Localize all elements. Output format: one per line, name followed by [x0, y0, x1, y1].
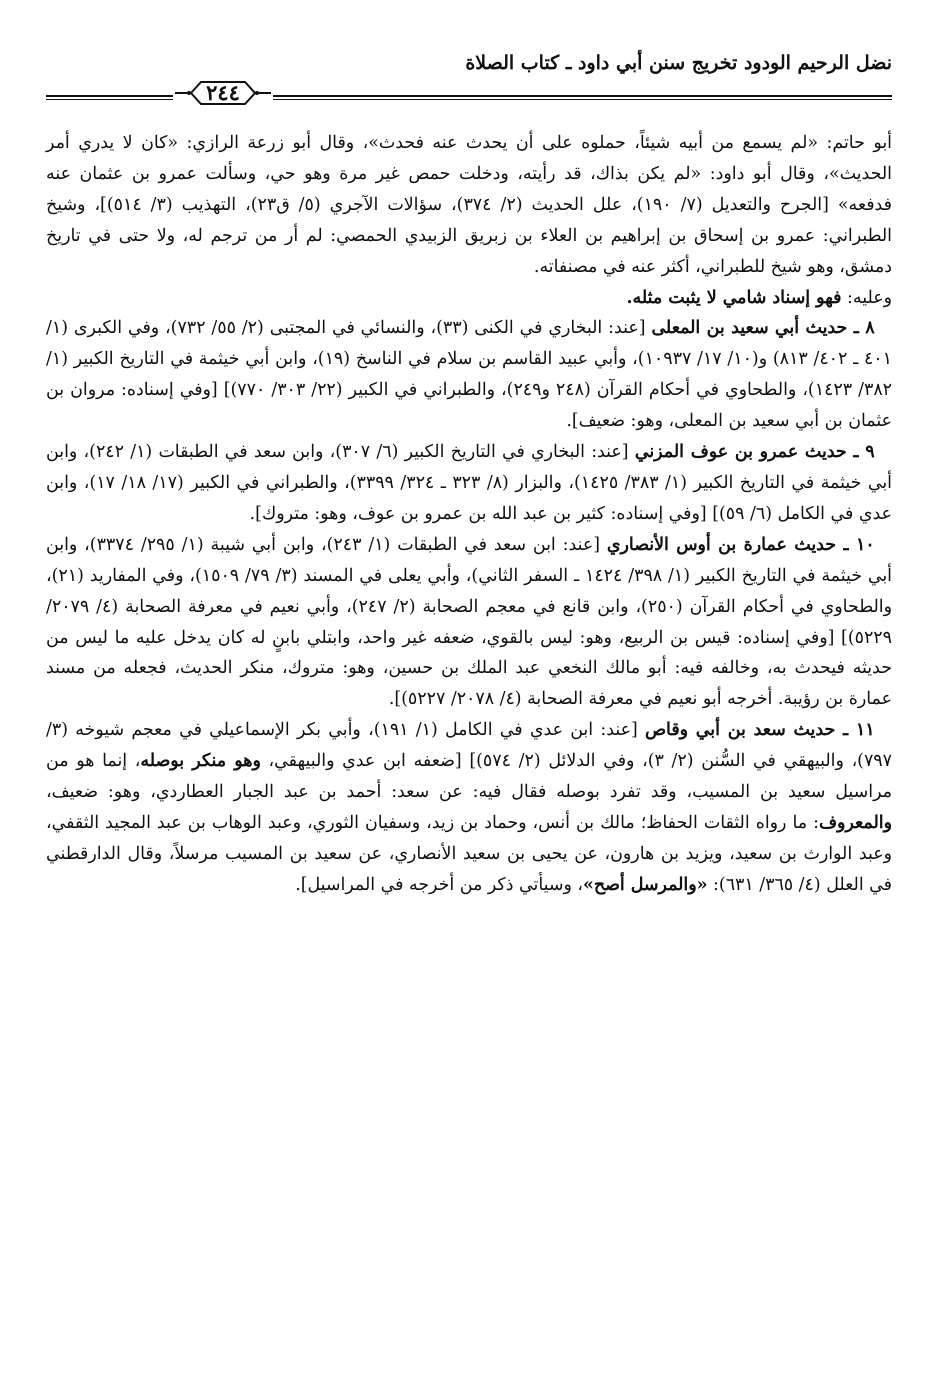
hadith-9-title: ٩ ـ حديث عمرو بن عوف المزني [634, 442, 875, 463]
paragraph-2-lead: وعليه: [841, 287, 892, 308]
hadith-11-text-4: ، وسيأتي ذكر من أخرجه في المراسيل]. [295, 874, 583, 895]
paragraph-hadith-9 [46, 437, 892, 530]
paragraph-1 [46, 128, 892, 283]
page-number: ٢٤٤ [206, 80, 240, 105]
page-number-ornament [173, 76, 273, 110]
hadith-11-text-3: : ما رواه الثقات الحفاظ؛ مالك بن أنس، وحماد بن زيد، وسفيان الثوري، وعبد الوهاب بن عبد المجيد الثقفي، وعبد الوارث بن سعيد، ويزيد بن هارون، عن يحيى بن سعيد الأنصاري، عن سعيد بن المسيب مرسلاً، وقال الدارقطني في العلل (٤/ ٣٦٥/ ٦٣١): [46, 812, 892, 895]
hadith-8-text: [عند: البخاري في الكنى (٣٣)، والنسائي في المجتبى (٢/ ٥٥/ ٧٣٢)، وفي الكبرى (١/ ٤٠١ ـ ٤٠٢/ ٨١٣) و(١٠/ ١٧/ ١٠٩٣٧)، وأبي عبيد القاسم بن سلام في الناسخ (١٩)، وابن أبي خيثمة في التاريخ الكبير (١/ ٣٨٢/ ١٤٢٣)، والطحاوي في أحكام القرآن (٢٤٨ و٢٤٩)، والطبراني في الكبير (٢٢/ ٣٠٣/ ٧٧٠)] [وفي إسناده: مروان بن عثمان بن أبي سعيد بن المعلى، وهو: ضعيف]. [46, 318, 893, 432]
hadith-11-mursal-quote: «والمرسل أصح» [582, 874, 708, 895]
page-header [46, 52, 892, 78]
hadith-11-maruf: والمعروف [819, 812, 892, 833]
hadith-11-text: [عند: ابن عدي في الكامل (١/ ١٩١)، وأبي بكر الإسماعيلي في معجم شيوخه (٣/ ٧٩٧)، والبيهقي في السُّنن (٢/ ٣)، وفي الدلائل (٢/ ٥٧٤)] [ضعفه ابن عدي والبيهقي، [46, 720, 892, 772]
paragraph-hadith-8 [46, 313, 892, 437]
paragraph-hadith-10 [46, 530, 892, 715]
hadith-11-title: ١١ ـ حديث سعد بن أبي وقاص [645, 720, 875, 741]
body-text [46, 128, 892, 901]
hadith-8-title: ٨ ـ حديث أبي سعيد بن المعلى [651, 318, 875, 339]
hadith-9-text: [عند: البخاري في التاريخ الكبير (٦/ ٣٠٧)، وابن سعد في الطبقات (١/ ٢٤٢)، وابن أبي خيثمة في التاريخ الكبير (١/ ٣٨٣/ ١٤٢٥)، والبزار (٨/ ٣٢٣ ـ ٣٢٤/ ٣٣٩٩)، والطبراني في الكبير (١٧/ ١٨/ ١٧)، وابن عدي في الكامل (٦/ ٥٩)] [وفي إسناده: كثير بن عبد الله بن عمرو بن عوف، وهو: متروك]. [46, 442, 892, 524]
hadith-10-text: [عند: ابن سعد في الطبقات (١/ ٢٤٣)، وابن أبي شيبة (١/ ٢٩٥/ ٣٣٧٤)، وابن أبي خيثمة في التاريخ الكبير (١/ ٣٩٨/ ١٤٢٤ ـ السفر الثاني)، وأبي يعلى في المسند (٣/ ٧٩/ ١٥٠٩)، وفي المفاريد (٢١)، والطحاوي في أحكام القرآن (٢٥٠)، وابن قانع في معجم الصحابة (٢/ ٢٤٧)، وأبي نعيم في معرفة الصحابة (٤/ ٢٠٧٩/ ٥٢٢٩)] [وفي إسناده: قيس بن الربيع، وهو: ليس بالقوي، ضعفه غير واحد، وابتلي بابنٍ له كان يدخل عليه ما ليس من حديثه فيحدث به، وخالفه فيه: أبو مالك النخعي عبد الملك بن حسين، وهو: متروك، منكر الحديث، فجعله من مسند عمارة بن رؤيبة. أخرجه أبو نعيم في معرفة الصحابة (٤/ ٢٠٧٨/ ٥٢٢٧)]. [46, 534, 893, 710]
paragraph-2 [46, 283, 892, 314]
hadith-11-ruling: وهو منكر بوصله [140, 751, 261, 772]
paragraph-hadith-11 [46, 715, 892, 900]
paragraph-1-text: أبو حاتم: «لم يسمع من أبيه شيئاً، حملوه على أن يحدث عنه فحدث»، وقال أبو زرعة الرازي: «كان لا يدري أمر الحديث»، وقال أبو داود: «لم يكن بذاك، قد رأيته، ودخلت حمص غير مرة وهو حي، وسألت عمرو بن عثمان عنه فدفعه» [الجرح والتعديل (٧/ ١٩٠)، علل الحديث (٢/ ٣٧٤)، سؤالات الآجري (٥/ ق٢٣)، التهذيب (٣/ ٥١٤)]، وشيخ الطبراني: عمرو بن إسحاق بن إبراهيم بن العلاء بن زبريق الزبيدي الحمصي: لم أر من ترجم له، ولا حتى في تاريخ دمشق، وهو شيخ للطبراني، أكثر عنه في مصنفاته. [46, 133, 892, 277]
running-title: نضل الرحيم الودود تخريج سنن أبي داود ـ كتاب الصلاة [465, 52, 892, 74]
paragraph-2-verdict: فهو إسناد شامي لا يثبت مثله. [626, 287, 842, 308]
hadith-11-text-2: ، إنما هو من مراسيل سعيد بن المسيب، وقد تفرد بوصله فقال فيه: عن سعد: أحمد بن عبد الجبار العطاردي، وهو: ضعيف، [46, 751, 892, 803]
hadith-10-title: ١٠ ـ حديث عمارة بن أوس الأنصاري [606, 534, 875, 555]
